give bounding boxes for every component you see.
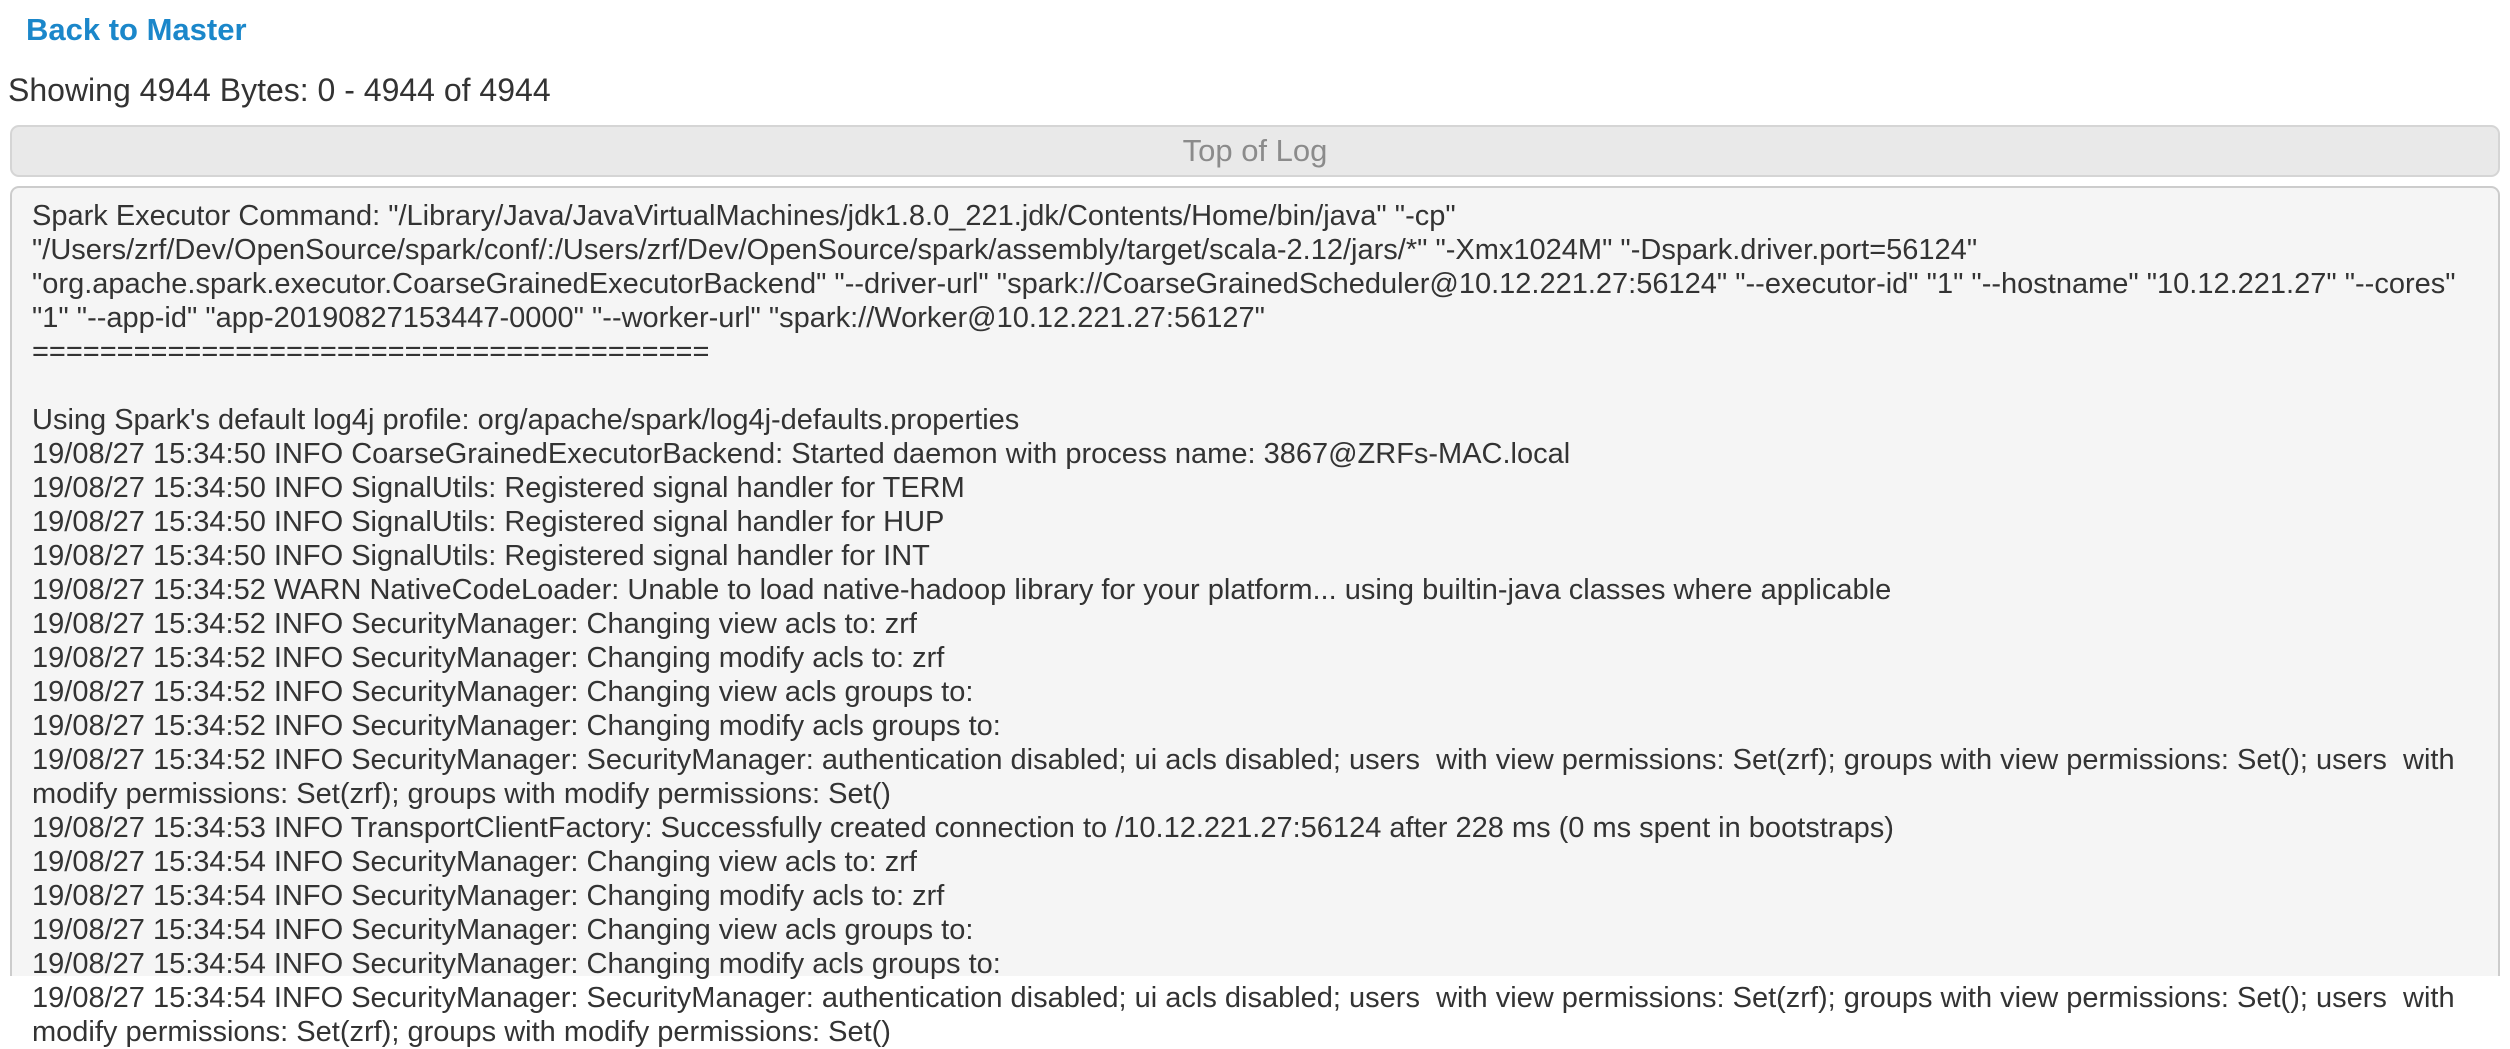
log-line: 19/08/27 15:34:53 INFO TransportClientFactory: Successfully created connection to /10.12.221.27:56124 after 228 ms (0 ms spent in bootstraps) — [32, 812, 1894, 844]
log-line: 19/08/27 15:34:50 INFO SignalUtils: Registered signal handler for HUP — [32, 506, 945, 538]
log-line: 19/08/27 15:34:54 INFO SecurityManager: SecurityManager: authentication disabled; ui acls disabled; users with view permissions: Set(zrf); groups with view permissions: Set(); users with modify permissions: Set(zrf); groups with modify permissions: Set() — [32, 982, 2463, 1048]
log-line: 19/08/27 15:34:50 INFO SignalUtils: Registered signal handler for TERM — [32, 472, 965, 504]
log-panel-header — [10, 125, 2500, 177]
log-line: 19/08/27 15:34:52 INFO SecurityManager: Changing view acls to: zrf — [32, 608, 917, 640]
log-line: 19/08/27 15:34:52 WARN NativeCodeLoader: Unable to load native-hadoop library for your platform... using builtin-java classes where applicable — [32, 574, 1892, 606]
log-line: 19/08/27 15:34:54 INFO SecurityManager: Changing view acls to: zrf — [32, 846, 917, 878]
log-line: 19/08/27 15:34:54 INFO SecurityManager: Changing view acls groups to: — [32, 914, 974, 946]
top-of-log-title: Top of Log — [1182, 133, 1328, 168]
log-line: 19/08/27 15:34:52 INFO SecurityManager: SecurityManager: authentication disabled; ui acls disabled; users with view permissions: Set(zrf); groups with view permissions: Set(); users with modify permissions: Set(zrf); groups with modify permissions: Set() — [32, 744, 2463, 810]
log-line: 19/08/27 15:34:50 INFO CoarseGrainedExecutorBackend: Started daemon with process name: 3867@ZRFs-MAC.local — [32, 438, 1571, 470]
log-line: Spark Executor Command: "/Library/Java/JavaVirtualMachines/jdk1.8.0_221.jdk/Contents/Home/bin/java" "-cp" "/Users/zrf/Dev/OpenSource/spark/conf/:/Users/zrf/Dev/OpenSource/spark/assembly/target/scala-2.12/jars/*" "-Xmx1024M" "-Dspark.driver.port=56124" "org.apache.spark.executor.CoarseGrainedExecutorBackend" "--driver-url" "spark://CoarseGrainedScheduler@10.12.221.27:56124" "--executor-id" "1" "--hostname" "10.12.221.27" "--cores" "1" "--app-id" "app-20190827153447-0000" "--worker-url" "spark://Worker@10.12.221.27:56127" — [32, 200, 2464, 334]
showing-bytes-text: Showing 4944 Bytes: 0 - 4944 of 4944 — [8, 72, 551, 108]
log-line: 19/08/27 15:34:50 INFO SignalUtils: Registered signal handler for INT — [32, 540, 930, 572]
log-line: 19/08/27 15:34:52 INFO SecurityManager: Changing modify acls groups to: — [32, 710, 1001, 742]
log-line: Using Spark's default log4j profile: org/apache/spark/log4j-defaults.properties — [32, 404, 1020, 436]
log-content-box — [10, 186, 2500, 1048]
log-line: ======================================== — [32, 336, 710, 368]
back-to-master-link[interactable]: Back to Master — [26, 12, 247, 47]
log-line: 19/08/27 15:34:54 INFO SecurityManager: Changing modify acls groups to: — [32, 948, 1001, 980]
log-line — [32, 369, 2478, 403]
log-line: 19/08/27 15:34:54 INFO SecurityManager: Changing modify acls to: zrf — [32, 880, 945, 912]
log-line: 19/08/27 15:34:52 INFO SecurityManager: Changing view acls groups to: — [32, 676, 974, 708]
log-line: 19/08/27 15:34:52 INFO SecurityManager: Changing modify acls to: zrf — [32, 642, 945, 674]
